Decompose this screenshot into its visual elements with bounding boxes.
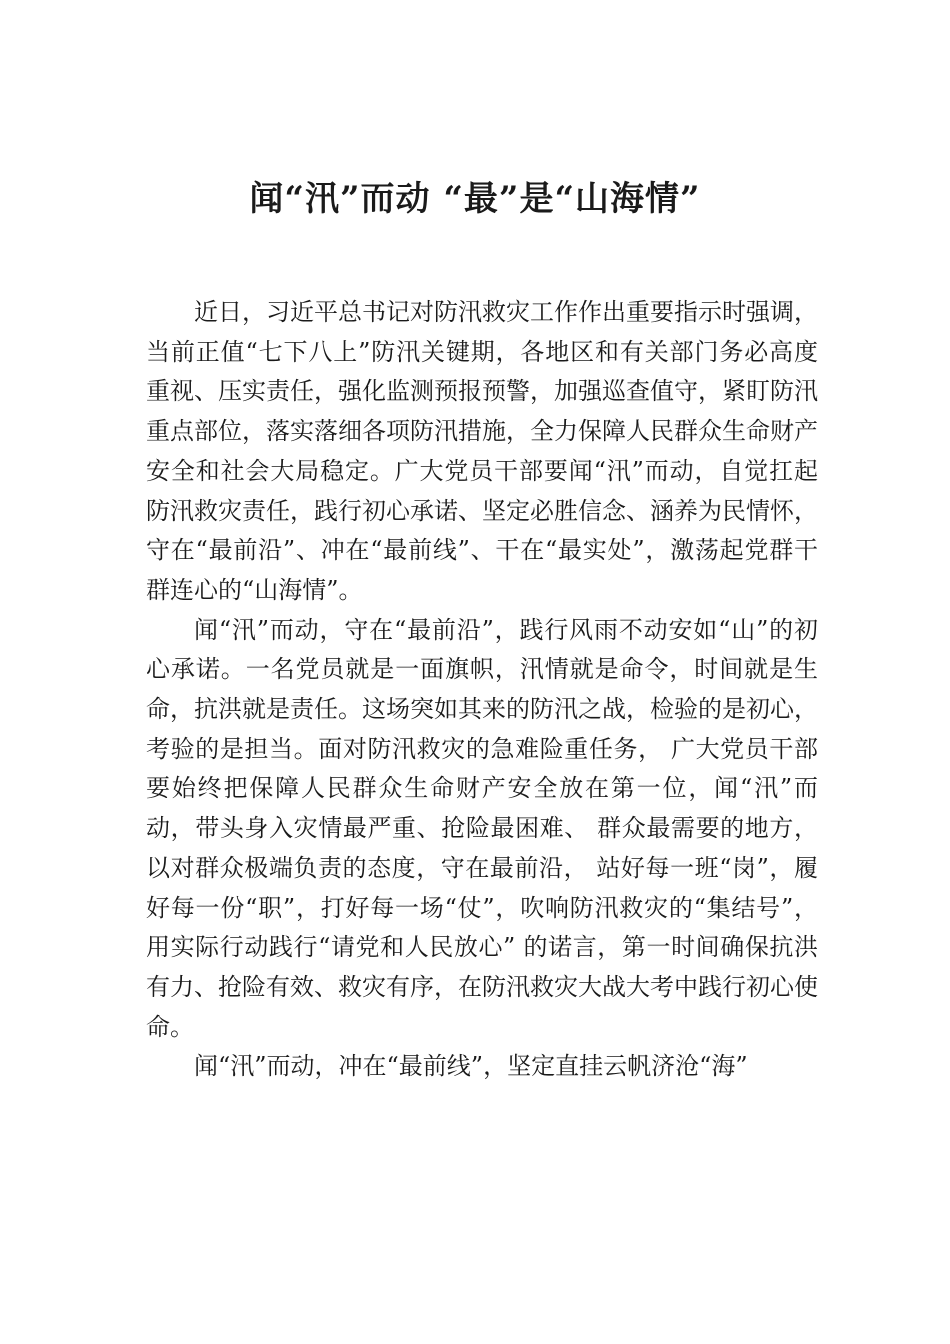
document-title: 闻“汛”而动 “最”是“山海情” xyxy=(249,179,701,219)
paragraph-3: 闻“汛”而动，冲在“最前线”，坚定直挂云帆济沧“海” xyxy=(194,1052,748,1081)
document-body xyxy=(146,293,818,1087)
paragraph-1: 近日，习近平总书记对防汛救灾工作作出重要指示时强调，当前正值“七下八上”防汛关键期，各地区和有关部门务必高度重视、压实责任，强化监测预报预警，加强巡查值守，紧盯防汛重点部位，落实落细各项防汛措施，全力保障人民群众生命财产安全和社会大局稳定。广大党员干部要闻“汛”而动，自觉扛起防汛救灾责任，践行初心承诺、坚定必胜信念、涵养为民情怀，守在“最前沿”、冲在“最前线”、干在“最实处”，激荡起党群干群连心的“山海情”。 xyxy=(146,298,818,604)
paragraph-2: 闻“汛”而动，守在“最前沿”，践行风雨不动安如“山”的初心承诺。一名党员就是一面旗帜，汛情就是命令，时间就是生命，抗洪就是责任。这场突如其来的防汛之战，检验的是初心，考验的是担当。面对防汛救灾的急难险重任务， 广大党员干部要始终把保障人民群众生命财产安全放在第一位，闻“汛”而动，带头身入灾情最严重、抢险最困难、 群众最需要的地方，以对群众极端负责的态度，守在最前沿， 站好每一班“岗”，履好每一份“职”，打好每一场“仗”，吹响防汛救灾的“集结号”，用实际行动践行“请党和人民放心” 的诺言，第一时间确保抗洪有力、抢险有效、救灾有序，在防汛救灾大战大考中践行初心使命。 xyxy=(146,615,818,1041)
